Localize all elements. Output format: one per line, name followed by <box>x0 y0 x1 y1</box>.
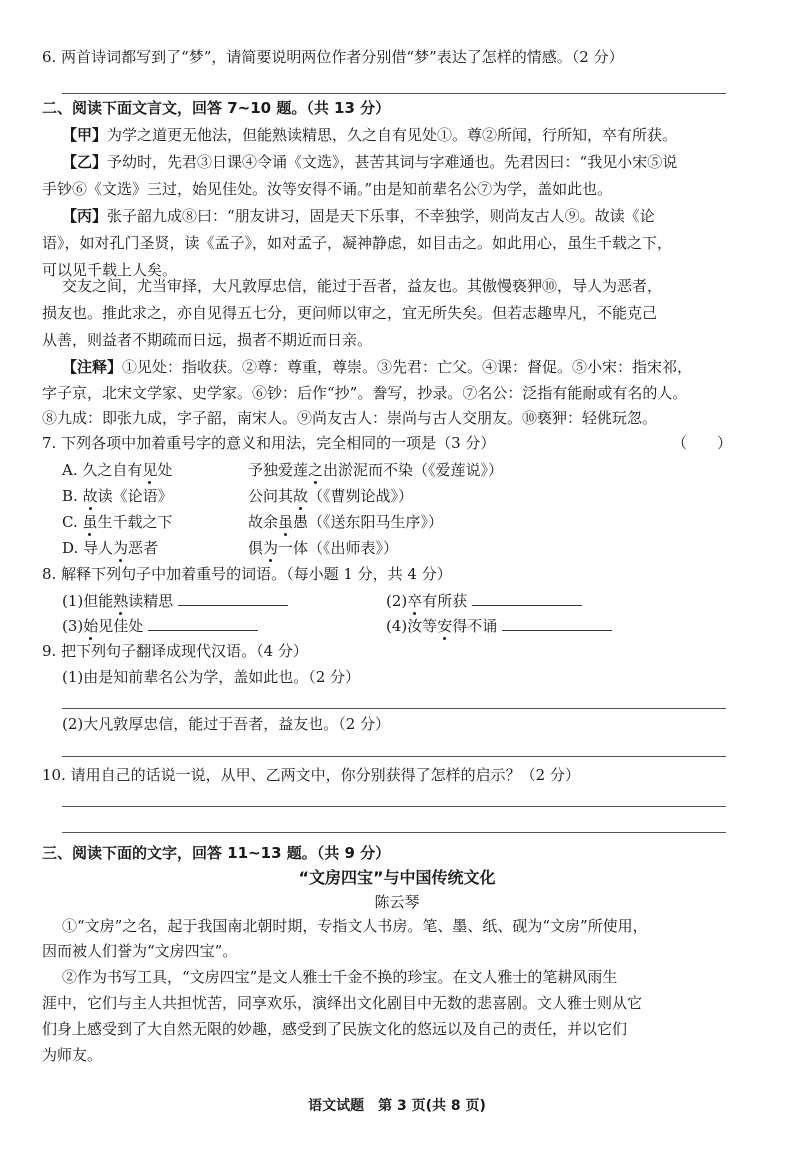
q8-item-2: (2)卒有所获 <box>386 589 582 612</box>
option-a-right: 予独爱莲之出淤泥而不染（《爱莲说》） <box>248 461 504 479</box>
question-8: 8. 解释下列句子中加着重号的词语。（每小题 1 分，共 4 分） <box>42 565 452 583</box>
article-p2-line2: 涯中，它们与主人共担忧苦，同享欢乐，演绎出文化剧目中无数的悲喜剧。文人雅士则从它 <box>42 994 643 1012</box>
option-c-right: 故余虽愚（《送东阳马生序》） <box>248 513 444 531</box>
answer-blank[interactable] <box>472 589 582 606</box>
option-a-left: A. 久之自有见处 <box>62 461 173 479</box>
q8-item-3: (3)始见佳处 <box>62 614 258 637</box>
option-d-right: 俱为一体（《出师表》） <box>248 539 399 557</box>
answer-line[interactable] <box>62 756 726 757</box>
passage-bing-line6: 从善，则益者不期疏而日远，损者不期近而日亲。 <box>42 331 373 349</box>
option-b-left: B. 故读《论语》 <box>62 487 173 505</box>
option-d-left: D. 导人为恶者 <box>62 539 159 557</box>
question-6: 6. 两首诗词都写到了“梦”，请简要说明两位作者分别借“梦”表达了怎样的情感。（2 分） <box>42 48 624 66</box>
article-p2-line1: ②作为书写工具，“文房四宝”是文人雅士千金不换的珍宝。在文人雅士的笔耕风雨生 <box>62 968 618 986</box>
passage-bing-label: 【丙】 <box>62 207 108 225</box>
notes-label: 【注释】 <box>62 358 123 376</box>
passage-jia-label: 【甲】 <box>62 126 108 144</box>
passage-jia <box>62 124 677 146</box>
passage-yi-label: 【乙】 <box>62 153 108 171</box>
option-b-right: 公问其故（《曹刿论战》） <box>248 487 414 505</box>
q8-item-4: (4)汝等安得不诵 <box>386 614 612 637</box>
passage-bing-text: 张子韶九成⑧曰：“朋友讲习，固是天下乐事，不幸独学，则尚友古人⑨。故读《论 <box>107 207 655 225</box>
answer-bracket[interactable]: （ ） <box>672 434 733 452</box>
option-c-left: C. 虽生千载之下 <box>62 513 173 531</box>
article-p1-line1: ①“文房”之名，起于我国南北朝时期，专指文人书房。笔、墨、纸、砚为“文房”所使用， <box>62 917 648 935</box>
article-author: 陈云琴 <box>374 893 420 911</box>
passage-yi-line1 <box>62 151 677 173</box>
answer-line[interactable] <box>62 93 726 94</box>
passage-yi-line2: 手钞⑥《文选》三过，始见佳处。汝等安得不诵。”由是知前辈名公⑦为学，盖如此也。 <box>42 180 613 198</box>
notes-line3: ⑧九成：即张九成，字子韶，南宋人。⑨尚友古人：崇尚与古人交朋友。⑩亵狎：轻佻玩忽。 <box>42 409 658 427</box>
passage-bing-line4: 交友之间，尤当审择，大凡敦厚忠信，能过于吾者，益友也。其傲慢亵狎⑩，导人为恶者， <box>62 277 663 295</box>
q8-item-1: (1)但能熟读精思 <box>62 589 288 612</box>
answer-blank[interactable] <box>148 614 258 631</box>
page-footer: 语文试题 第 3 页(共 8 页) <box>308 1098 486 1114</box>
passage-bing-line2: 语》，如对孔门圣贤，读《孟子》，如对孟子，凝神静虑，如目击之。如此用心，虽生千载之下， <box>42 234 673 252</box>
notes-line2: 字子京，北宋文学家、史学家。⑥钞：后作“抄”。誊写，抄录。⑦名公：泛指有能耐或有名的人。 <box>42 384 688 402</box>
article-p1-line2: 因而被人们誉为“文房四宝”。 <box>42 942 238 960</box>
passage-jia-text: 为学之道更无他法，但能熟读精思，久之自有见处①。尊②所闻，行所知，卒有所获。 <box>107 126 678 144</box>
section-3-heading: 三、阅读下面的文字，回答 11~13 题。（共 9 分） <box>42 844 391 862</box>
question-7: 7. 下列各项中加着重号字的意义和用法，完全相同的一项是（3 分） <box>42 434 496 452</box>
notes-line1 <box>62 356 692 378</box>
article-p2-line4: 为师友。 <box>42 1046 103 1064</box>
answer-blank[interactable] <box>178 589 288 606</box>
answer-line[interactable] <box>62 832 726 833</box>
question-10: 10. 请用自己的话说一说，从甲、乙两文中，你分别获得了怎样的启示？（2 分） <box>42 766 580 784</box>
passage-bing-line5: 损友也。推此求之，亦自见得五七分，更问师以审之，宜无所失矣。但若志趣卑凡，不能克己 <box>42 304 658 322</box>
article-title: “文房四宝”与中国传统文化 <box>298 868 496 887</box>
answer-line[interactable] <box>62 708 726 709</box>
passage-bing-line3: 可以见千载上人矣。 <box>42 261 178 279</box>
q9-sentence-1: (1)由是知前辈名公为学，盖如此也。（2 分） <box>62 668 361 686</box>
passage-yi-text: 予幼时，先君③日课④令诵《文选》，甚苦其词与字难通也。先君因曰：“我见小宋⑤说 <box>107 153 678 171</box>
notes-text: ①见处：指收获。②尊：尊重，尊崇。③先君：亡父。④课：督促。⑤小宋：指宋祁， <box>122 358 693 376</box>
article-p2-line3: 们身上感受到了大自然无限的妙趣，感受到了民族文化的悠远以及自己的责任，并以它们 <box>42 1020 628 1038</box>
question-9: 9. 把下列句子翻译成现代汉语。（4 分） <box>42 642 308 660</box>
passage-bing-line1 <box>62 205 655 227</box>
answer-blank[interactable] <box>502 614 612 631</box>
q9-sentence-2: (2)大凡敦厚忠信，能过于吾者，益友也。（2 分） <box>62 715 391 733</box>
answer-line[interactable] <box>62 806 726 807</box>
section-2-heading: 二、阅读下面文言文，回答 7~10 题。（共 13 分） <box>42 99 391 117</box>
